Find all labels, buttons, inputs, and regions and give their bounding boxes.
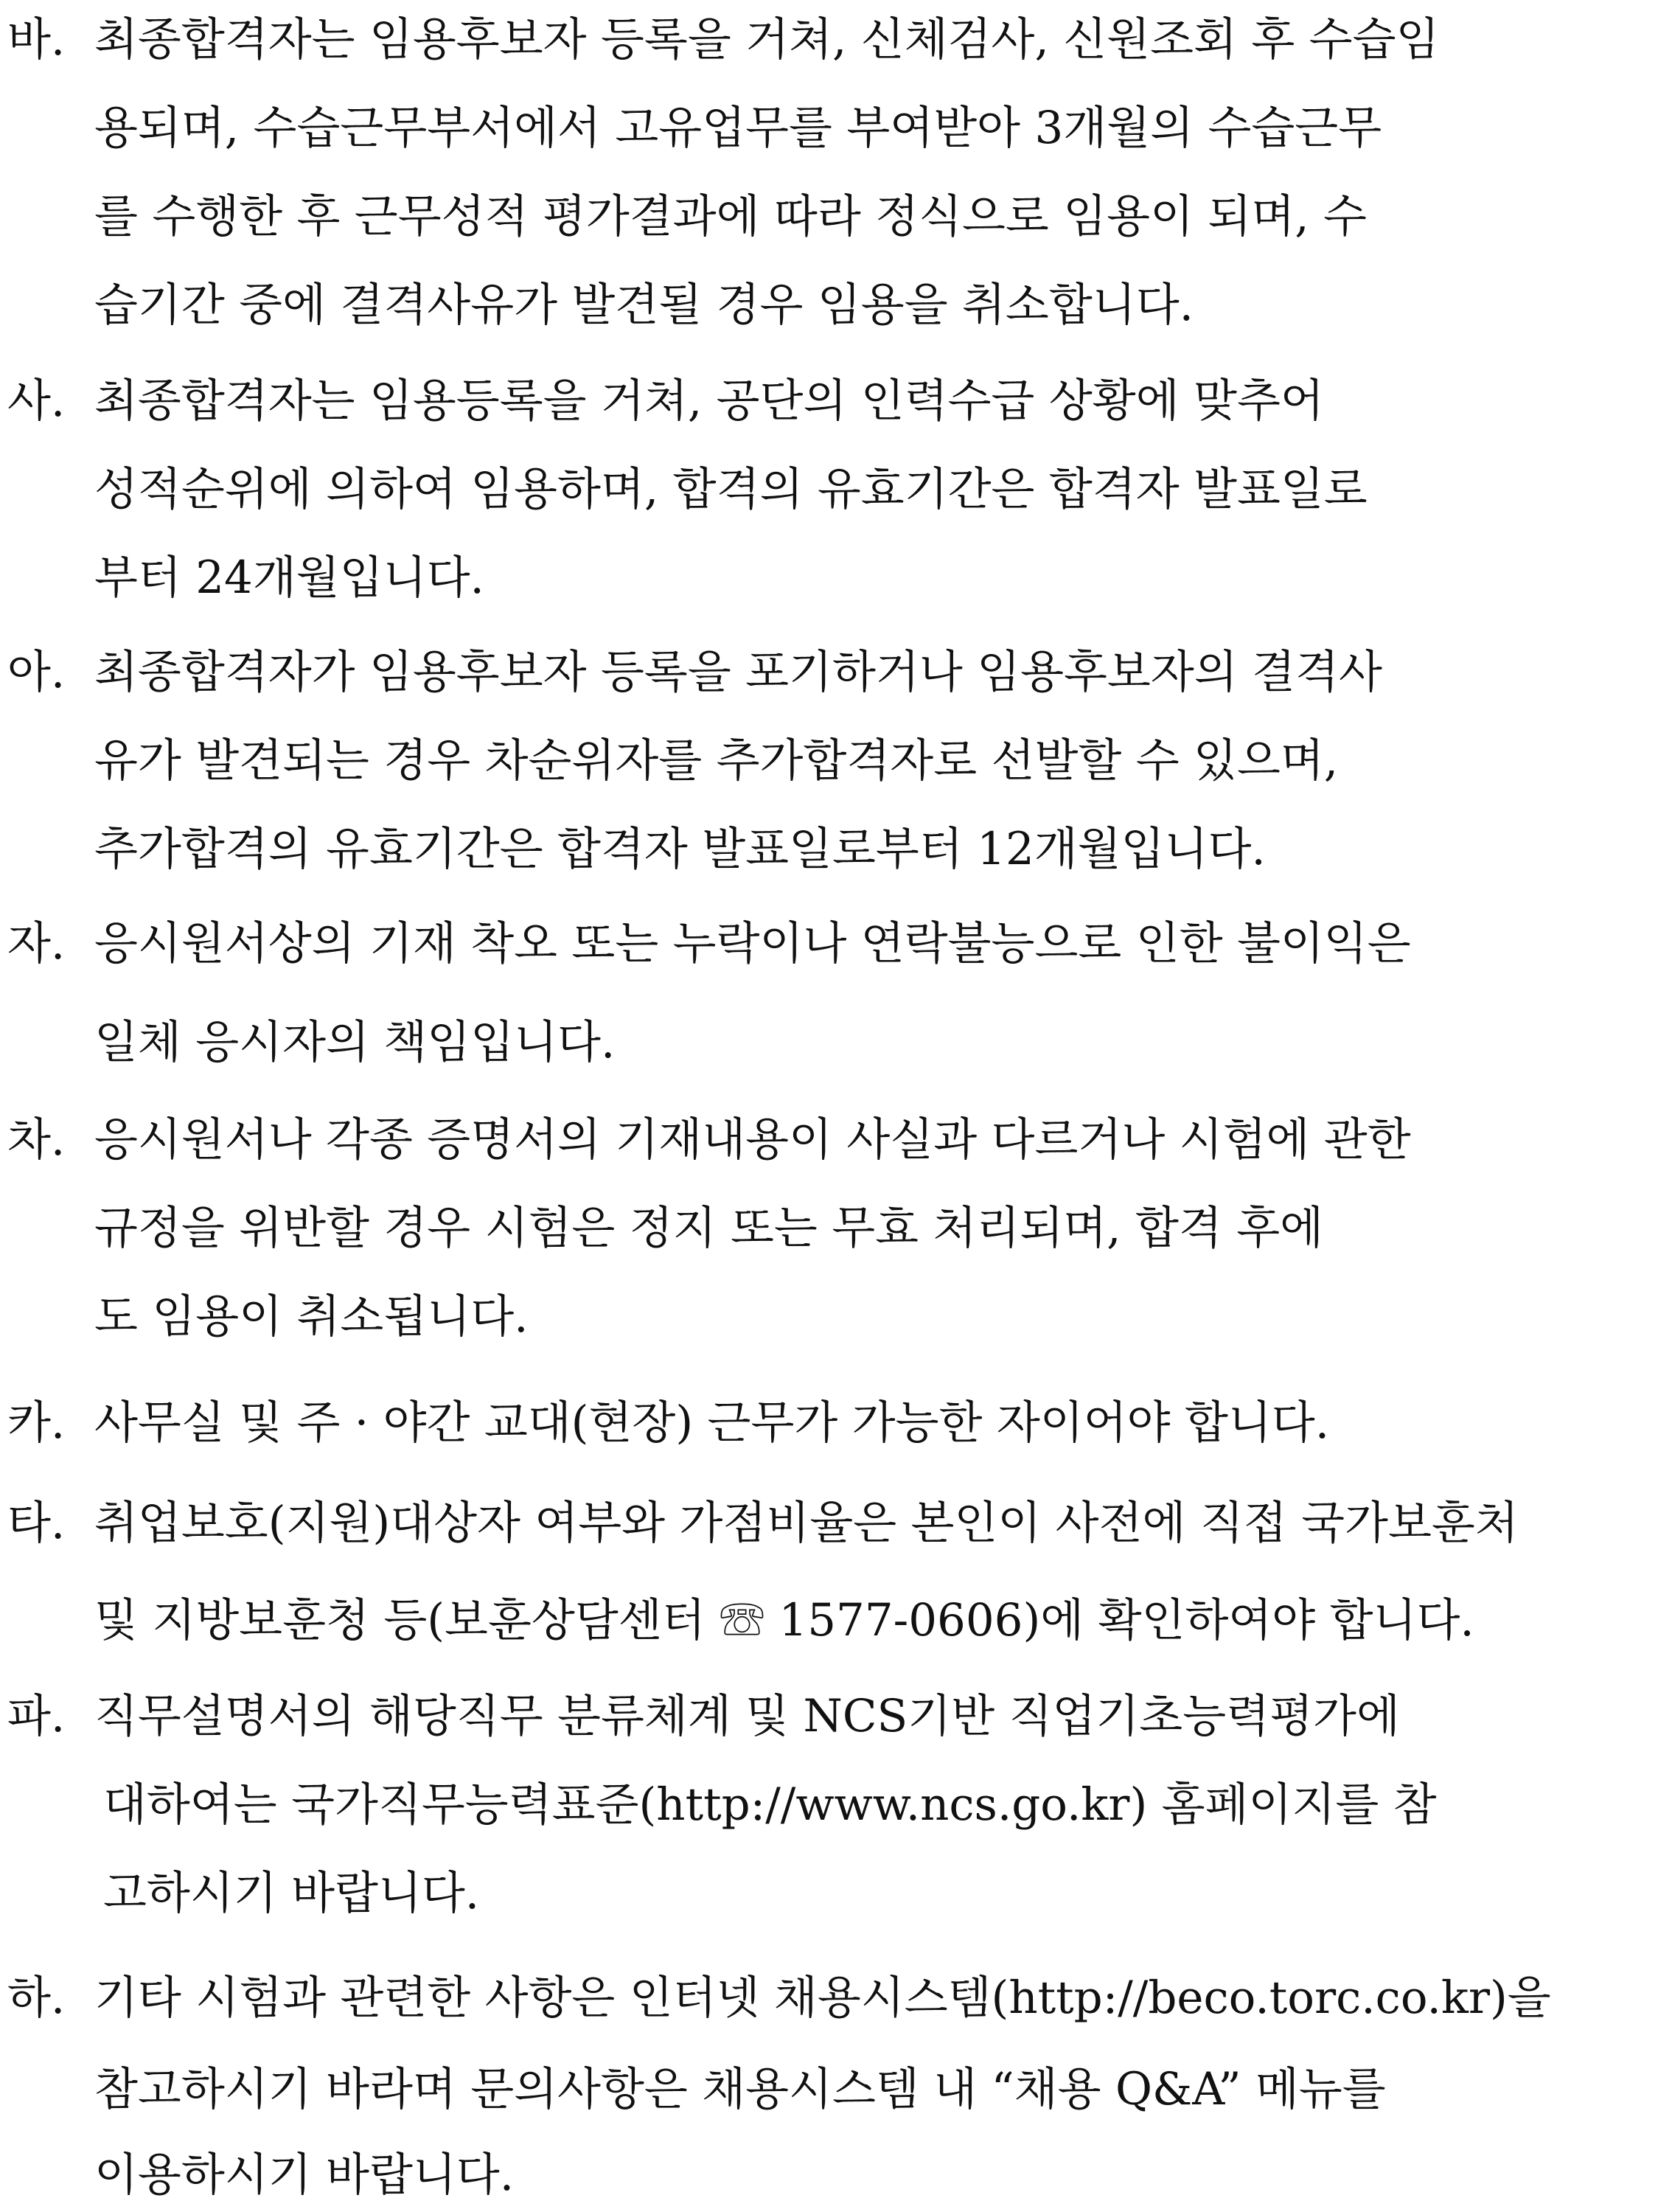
item-marker: 차. xyxy=(7,1113,66,1166)
item-line: 직무설명서의 해당직무 분류체계 및 NCS기반 직업기초능력평가에 xyxy=(94,1690,1400,1742)
item-line: 최종합격자는 임용후보자 등록을 거쳐, 신체검사, 신원조회 후 수습임 xyxy=(94,13,1440,66)
item-line: 습기간 중에 결격사유가 발견될 경우 임용을 취소합니다. xyxy=(94,279,1194,331)
item-line: 사무실 및 주 · 야간 교대(현장) 근무가 가능한 자이어야 합니다. xyxy=(94,1397,1330,1449)
item-line: 응시원서나 각종 증명서의 기재내용이 사실과 다르거나 시험에 관한 xyxy=(94,1113,1411,1166)
item-line: 추가합격의 유효기간은 합격자 발표일로부터 12개월입니다. xyxy=(94,823,1266,875)
item-marker: 아. xyxy=(7,646,66,698)
item-line: 이용하시기 바랍니다. xyxy=(94,2149,515,2201)
item-line: 취업보호(지원)대상자 여부와 가점비율은 본인이 사전에 직접 국가보훈처 xyxy=(94,1497,1519,1549)
item-line: 최종합격자가 임용후보자 등록을 포기하거나 임용후보자의 결격사 xyxy=(94,646,1382,698)
item-line: 대하여는 국가직무능력표준(http://www.ncs.go.kr) 홈페이지를 참 xyxy=(103,1778,1437,1831)
item-line: 를 수행한 후 근무성적 평가결과에 따라 정식으로 임용이 되며, 수 xyxy=(94,190,1367,243)
item-marker: 바. xyxy=(7,13,66,66)
item-line: 도 임용이 취소됩니다. xyxy=(94,1290,529,1343)
item-marker: 카. xyxy=(7,1397,66,1449)
item-marker: 파. xyxy=(7,1690,66,1742)
item-line: 규정을 위반할 경우 시험은 정지 또는 무효 처리되며, 합격 후에 xyxy=(94,1202,1324,1254)
item-line: 및 지방보훈청 등(보훈상담센터 ☏ 1577-0606)에 확인하여야 합니다. xyxy=(94,1594,1474,1646)
item-line: 일체 응시자의 책임입니다. xyxy=(94,1016,616,1068)
item-line: 성적순위에 의하여 임용하며, 합격의 유효기간은 합격자 발표일로 xyxy=(94,463,1368,515)
item-marker: 하. xyxy=(7,1972,66,2024)
item-marker: 사. xyxy=(7,375,66,427)
item-line: 기타 시험과 관련한 사항은 인터넷 채용시스템(http://beco.torc.co.kr)을 xyxy=(94,1972,1551,2024)
item-line: 용되며, 수습근무부서에서 고유업무를 부여받아 3개월의 수습근무 xyxy=(94,102,1382,154)
item-line: 유가 발견되는 경우 차순위자를 추가합격자로 선발할 수 있으며, xyxy=(94,734,1339,787)
item-line: 최종합격자는 임용등록을 거쳐, 공단의 인력수급 상황에 맞추어 xyxy=(94,375,1324,427)
item-marker: 타. xyxy=(7,1497,66,1549)
item-line: 참고하시기 바라며 문의사항은 채용시스템 내 “채용 Q&A” 메뉴를 xyxy=(94,2063,1386,2115)
item-line: 고하시기 바랍니다. xyxy=(103,1867,480,1919)
item-line: 부터 24개월입니다. xyxy=(94,552,484,604)
item-marker: 자. xyxy=(7,917,66,970)
item-line: 응시원서상의 기재 착오 또는 누락이나 연락불능으로 인한 불이익은 xyxy=(94,917,1411,970)
